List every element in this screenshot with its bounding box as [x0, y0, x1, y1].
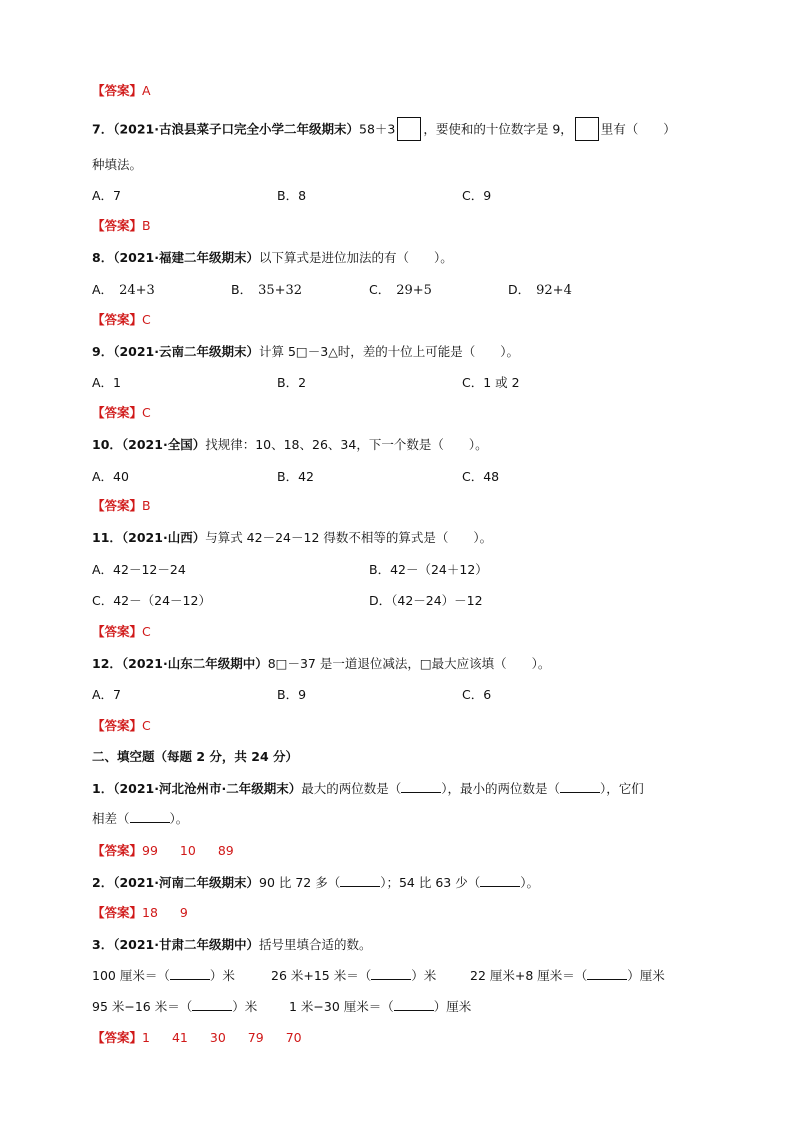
answer-tag: 【答案】	[92, 905, 143, 920]
option-c: C．6	[462, 687, 492, 702]
question-source: （2021·云南二年级期末）	[113, 344, 259, 359]
answer-line	[92, 904, 188, 922]
question-text: ），最小的两位数是（	[441, 781, 561, 796]
option-c: C．48	[462, 469, 500, 484]
answer-value: 1	[142, 1030, 150, 1045]
option-a: A．40	[92, 469, 129, 484]
question-number: 9．	[92, 344, 114, 359]
question-12	[92, 655, 550, 673]
question-source: （2021·古浪县菜子口完全小学二年级期末）	[113, 121, 359, 137]
question-text: 相差（	[92, 811, 130, 826]
fill-text: 26 米+15 米＝（	[271, 968, 372, 983]
answer-value: C	[142, 718, 151, 733]
answer-tag: 【答案】	[92, 1030, 143, 1045]
option-c	[369, 281, 432, 300]
answer-line	[92, 311, 151, 329]
question-number: 3．	[92, 937, 114, 952]
answer-blank	[340, 874, 380, 887]
fill-item	[92, 967, 235, 985]
option-b: B．42	[277, 469, 314, 484]
option-expression: 35+32	[258, 283, 303, 298]
option-a	[92, 281, 155, 300]
option-letter: A．	[92, 282, 114, 297]
answer-line	[92, 623, 151, 641]
answer-line	[92, 717, 151, 735]
answer-value: C	[142, 405, 151, 420]
question-text: 以下算式是进位加法的有（ ）。	[259, 250, 453, 265]
option-c: C．9	[462, 188, 492, 203]
answer-value: C	[142, 312, 151, 327]
fill-text: 95 米−16 米＝（	[92, 999, 193, 1014]
option-b: B．2	[277, 375, 307, 390]
answer-value: B	[142, 498, 151, 513]
answer-tag: 【答案】	[92, 83, 143, 98]
fill-text: ）厘米	[627, 968, 665, 983]
fill-item	[271, 967, 436, 985]
option-letter: B．	[231, 282, 253, 297]
question-10	[92, 436, 488, 454]
answer-value: 9	[179, 905, 188, 920]
question-text: 括号里填合适的数。	[259, 937, 372, 952]
answer-blank	[371, 967, 411, 980]
question-source: （2021·山东二年级期中）	[121, 656, 268, 671]
option-b: B．8	[277, 188, 307, 203]
question-text: 58＋3	[359, 121, 396, 137]
fill-text: ）米	[232, 999, 258, 1014]
option-d: D．（42－24）－12	[369, 593, 483, 608]
fill-question-3	[92, 936, 372, 954]
question-source: （2021·福建二年级期末）	[113, 250, 259, 265]
option-letter: D．	[508, 282, 531, 297]
question-text: 90 比 72 多（	[259, 875, 341, 890]
question-source: （2021·山西）	[121, 530, 206, 545]
answer-blank	[587, 967, 627, 980]
answer-line	[92, 82, 151, 100]
question-text: ，要使和的十位数字是 9，	[423, 121, 573, 137]
question-text: ）。	[169, 811, 189, 826]
question-number: 7．	[92, 121, 114, 137]
fill-text: ）厘米	[433, 999, 472, 1014]
fill-item	[92, 998, 257, 1016]
answer-blank	[130, 810, 170, 823]
question-source: （2021·河南二年级期末）	[113, 875, 259, 890]
answer-value: B	[142, 218, 151, 233]
question-source: （2021·甘肃二年级期中）	[113, 937, 259, 952]
answer-value: 30	[209, 1030, 226, 1045]
option-letter: C．	[369, 282, 391, 297]
option-a: A．7	[92, 687, 122, 702]
answer-blank	[170, 967, 210, 980]
answer-line	[92, 1029, 302, 1047]
question-text: 计算 5□－3△时，差的十位上可能是（ ）。	[259, 344, 520, 359]
option-b: B．42－（24＋12）	[369, 562, 488, 577]
answer-box	[397, 117, 421, 141]
question-number: 12．	[92, 656, 122, 671]
question-number: 2．	[92, 875, 114, 890]
answer-blank	[401, 780, 441, 793]
answer-box	[575, 117, 599, 141]
answer-line	[92, 842, 234, 860]
fill-text: ）米	[411, 968, 437, 983]
option-c: C．42－（24－12）	[92, 593, 211, 608]
fill-item	[289, 998, 471, 1016]
answer-value: 99	[142, 843, 158, 858]
question-11	[92, 529, 492, 547]
question-7-line2: 种填法。	[92, 157, 143, 172]
question-source: （2021·全国）	[121, 437, 206, 452]
answer-value: 79	[247, 1030, 264, 1045]
answer-value: A	[142, 83, 151, 98]
answer-line	[92, 404, 151, 422]
question-number: 1．	[92, 781, 114, 796]
section-heading: 二、填空题（每题 2 分，共 24 分）	[92, 749, 299, 764]
option-expression: 24+3	[119, 283, 155, 298]
answer-tag: 【答案】	[92, 312, 143, 327]
fill-text: 22 厘米+8 厘米＝（	[470, 968, 588, 983]
option-c: C．1 或 2	[462, 375, 520, 390]
question-number: 11．	[92, 530, 122, 545]
fill-text: ）米	[209, 968, 235, 983]
question-text: 最大的两位数是（	[301, 781, 402, 796]
answer-tag: 【答案】	[92, 624, 143, 639]
fill-text: 1 米−30 厘米＝（	[289, 999, 394, 1014]
answer-blank	[394, 998, 434, 1011]
fill-text: 100 厘米＝（	[92, 968, 170, 983]
question-text: ）；54 比 63 少（	[380, 875, 481, 890]
question-number: 10．	[92, 437, 122, 452]
answer-value: 10	[179, 843, 196, 858]
option-expression: 92+4	[536, 283, 572, 298]
answer-tag: 【答案】	[92, 498, 143, 513]
answer-value: 18	[142, 905, 158, 920]
question-text: ）。	[520, 875, 539, 890]
answer-value: 70	[285, 1030, 302, 1045]
answer-value: C	[142, 624, 151, 639]
option-a: A．7	[92, 188, 122, 203]
question-text: 与算式 42－24－12 得数不相等的算式是（ ）。	[205, 530, 493, 545]
question-text: 找规律：10、18、26、34，下一个数是（ ）。	[205, 437, 488, 452]
answer-tag: 【答案】	[92, 718, 143, 733]
answer-value: 89	[217, 843, 234, 858]
fill-question-1-line2	[92, 810, 188, 828]
option-b: B．9	[277, 687, 307, 702]
question-8	[92, 249, 453, 267]
question-text: ），它们	[600, 781, 644, 796]
question-text: 里有（ ）	[600, 121, 676, 137]
question-source: （2021·河北沧州市·二年级期末）	[113, 781, 302, 796]
fill-item	[470, 967, 665, 985]
fill-question-2	[92, 874, 539, 892]
option-b	[231, 281, 302, 300]
option-d	[508, 281, 572, 300]
answer-line	[92, 497, 151, 515]
answer-line	[92, 217, 151, 235]
answer-blank	[560, 780, 600, 793]
answer-tag: 【答案】	[92, 405, 143, 420]
answer-blank	[480, 874, 520, 887]
answer-value: 41	[171, 1030, 188, 1045]
answer-tag: 【答案】	[92, 843, 143, 858]
question-number: 8．	[92, 250, 114, 265]
option-a: A．1	[92, 375, 122, 390]
option-expression: 29+5	[396, 283, 432, 298]
answer-blank	[192, 998, 232, 1011]
question-7	[92, 118, 676, 142]
question-text: 8□－37 是一道退位减法，□最大应该填（ ）。	[267, 656, 551, 671]
question-9	[92, 343, 519, 361]
answer-tag: 【答案】	[92, 218, 143, 233]
option-a: A．42－12－24	[92, 562, 186, 577]
fill-question-1	[92, 780, 644, 798]
